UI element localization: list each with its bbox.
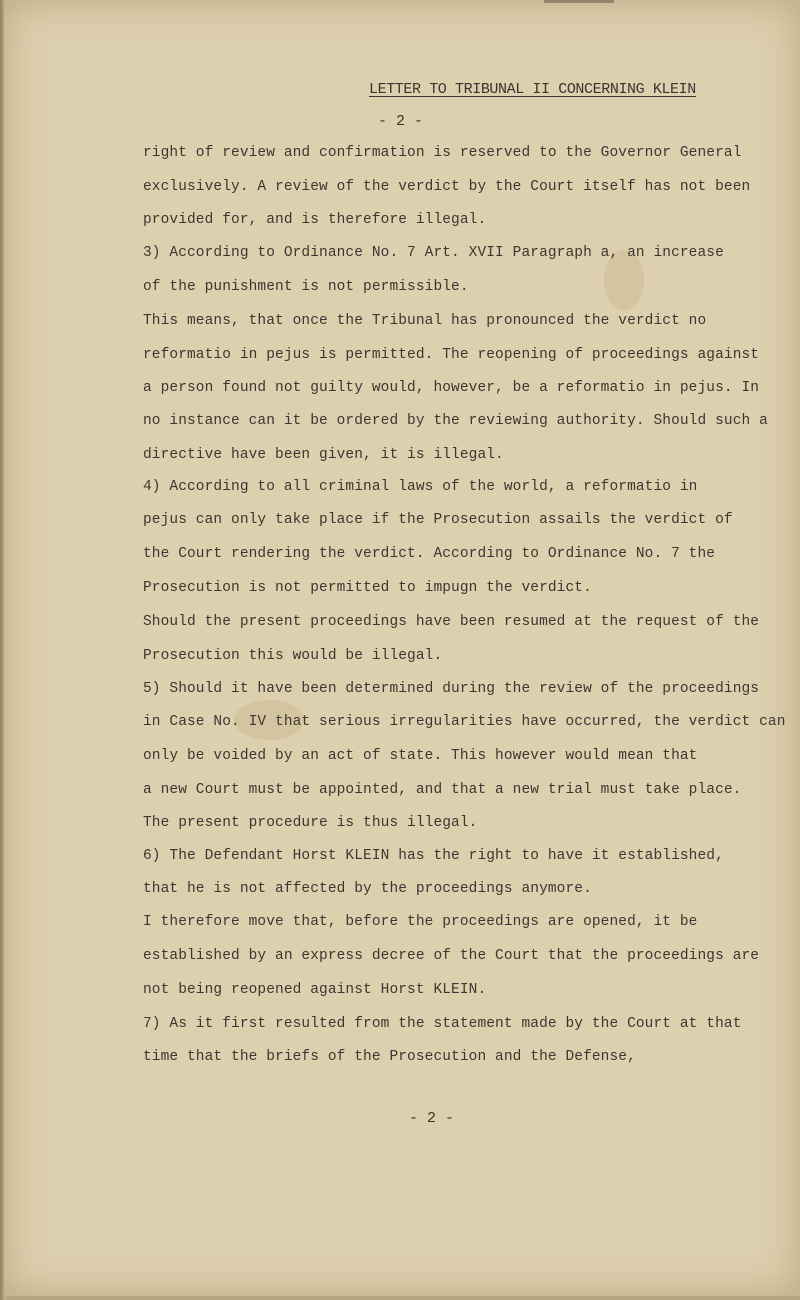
page-number-top: - 2 - xyxy=(378,113,424,130)
text-line: Prosecution this would be illegal. xyxy=(143,648,443,664)
text-line: Prosecution is not permitted to impugn the verdict. xyxy=(143,580,592,596)
text-line: 7) As it first resulted from the statement made by the Court at that xyxy=(143,1016,742,1032)
text-line: in Case No. IV that serious irregularities have occurred, the verdict can xyxy=(143,714,786,730)
text-line: directive have been given, it is illegal. xyxy=(143,447,504,463)
text-line: provided for, and is therefore illegal. xyxy=(143,212,487,228)
page-number-bottom: - 2 - xyxy=(409,1110,455,1127)
text-line: Should the present proceedings have been resumed at the request of the xyxy=(143,614,760,630)
text-line: reformatio in pejus is permitted. The reopening of proceedings against xyxy=(143,347,760,363)
text-line: not being reopened against Horst KLEIN. xyxy=(143,982,487,998)
text-line: a new Court must be appointed, and that a new trial must take place. xyxy=(143,782,742,798)
text-line: 5) Should it have been determined during the review of the proceedings xyxy=(143,681,760,697)
text-line: only be voided by an act of state. This however would mean that xyxy=(143,748,698,764)
text-line: exclusively. A review of the verdict by the Court itself has not been xyxy=(143,179,751,195)
text-line: pejus can only take place if the Prosecution assails the verdict of xyxy=(143,512,733,528)
text-line: This means, that once the Tribunal has pronounced the verdict no xyxy=(143,313,707,329)
text-line: time that the briefs of the Prosecution and the Defense, xyxy=(143,1049,636,1065)
text-line: right of review and confirmation is reserved to the Governor General xyxy=(143,145,742,161)
text-line: no instance can it be ordered by the reviewing authority. Should such a xyxy=(143,413,768,429)
text-line: 4) According to all criminal laws of the world, a reformatio in xyxy=(143,479,698,495)
text-line: that he is not affected by the proceedings anymore. xyxy=(143,881,592,897)
staple-mark xyxy=(544,0,614,3)
text-line: a person found not guilty would, however, be a reformatio in pejus. In xyxy=(143,380,760,396)
text-line: the Court rendering the verdict. According to Ordinance No. 7 the xyxy=(143,546,716,562)
text-line: of the punishment is not permissible. xyxy=(143,279,469,295)
text-line: 6) The Defendant Horst KLEIN has the right to have it established, xyxy=(143,848,724,864)
text-line: The present procedure is thus illegal. xyxy=(143,815,478,831)
text-line: established by an express decree of the Court that the proceedings are xyxy=(143,948,760,964)
text-line: 3) According to Ordinance No. 7 Art. XVII Paragraph a, an increase xyxy=(143,245,724,261)
document-heading: LETTER TO TRIBUNAL II CONCERNING KLEIN xyxy=(369,81,696,98)
text-line: I therefore move that, before the proceedings are opened, it be xyxy=(143,914,698,930)
